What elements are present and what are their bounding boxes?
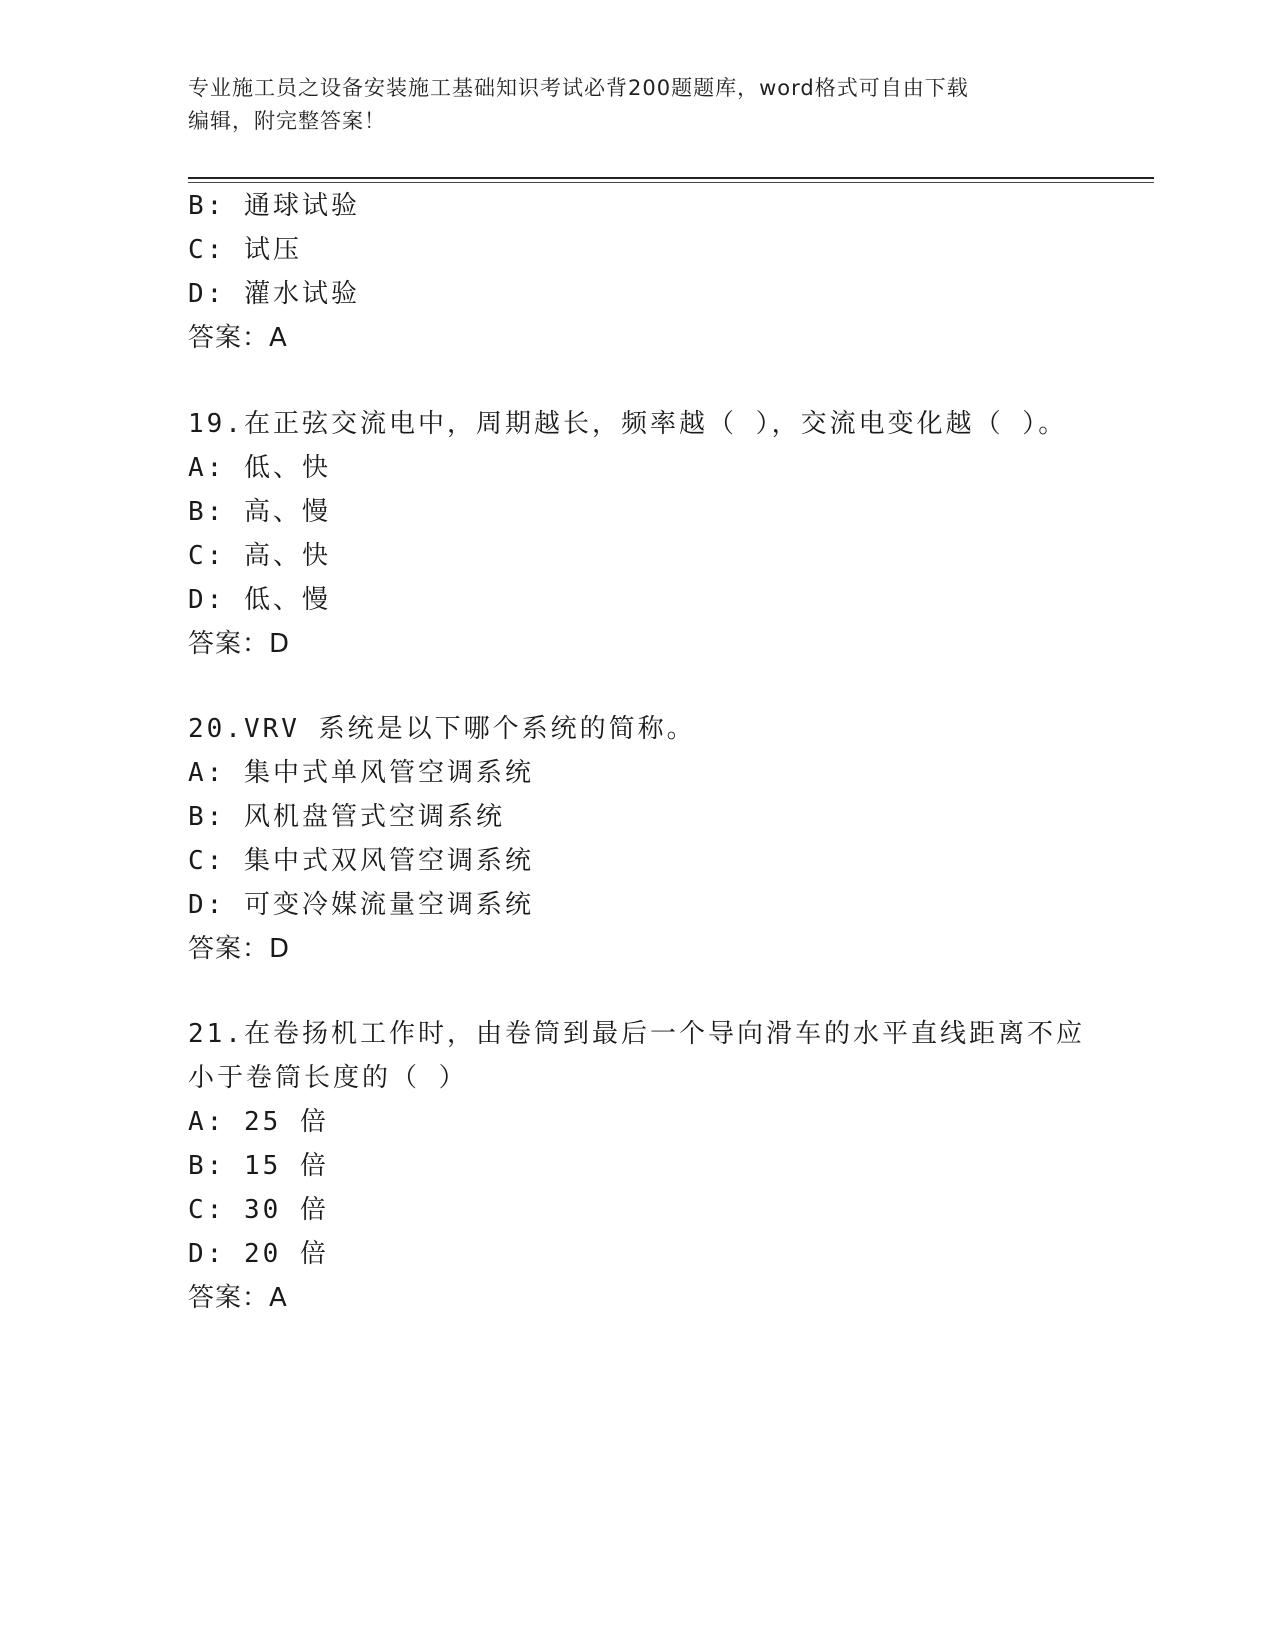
option-b: B: 通球试验 — [188, 191, 360, 221]
question-21-stem-line-1: 21.在卷扬机工作时，由卷筒到最后一个导向滑车的水平直线距离不应 — [188, 1019, 1085, 1049]
question-21-answer: 答案：A — [188, 1283, 288, 1313]
question-19-option-b: B: 高、慢 — [188, 497, 331, 527]
question-21-option-a: A: 25 倍 — [188, 1107, 329, 1137]
question-19-option-c: C: 高、快 — [188, 541, 331, 571]
question-21-option-b: B: 15 倍 — [188, 1151, 329, 1181]
question-20-option-b: B: 风机盘管式空调系统 — [188, 802, 505, 832]
option-c: C: 试压 — [188, 235, 302, 265]
question-20-option-a: A: 集中式单风管空调系统 — [188, 758, 534, 788]
document-header — [188, 72, 1088, 138]
header-divider-thin — [188, 182, 1154, 183]
question-20-stem: 20.VRV 系统是以下哪个系统的简称。 — [188, 714, 696, 744]
question-20-answer: 答案：D — [188, 934, 291, 964]
question-21-option-d: D: 20 倍 — [188, 1239, 329, 1269]
question-21-option-c: C: 30 倍 — [188, 1195, 329, 1225]
answer-line: 答案：A — [188, 323, 288, 353]
question-19-option-d: D: 低、慢 — [188, 585, 331, 615]
question-19-option-a: A: 低、快 — [188, 453, 331, 483]
option-d: D: 灌水试验 — [188, 279, 360, 309]
header-divider-thick — [188, 177, 1154, 179]
question-21-stem-line-2: 小于卷筒长度的（ ） — [188, 1063, 468, 1093]
header-line-2: 编辑，附完整答案！ — [188, 109, 386, 133]
question-19-stem: 19.在正弦交流电中，周期越长，频率越（ ），交流电变化越（ ）。 — [188, 409, 1068, 439]
question-20-option-c: C: 集中式双风管空调系统 — [188, 846, 534, 876]
question-19-answer: 答案：D — [188, 629, 291, 659]
header-line-1: 专业施工员之设备安装施工基础知识考试必背200题题库，word格式可自由下载 — [188, 76, 969, 100]
question-20-option-d: D: 可变冷媒流量空调系统 — [188, 890, 534, 920]
